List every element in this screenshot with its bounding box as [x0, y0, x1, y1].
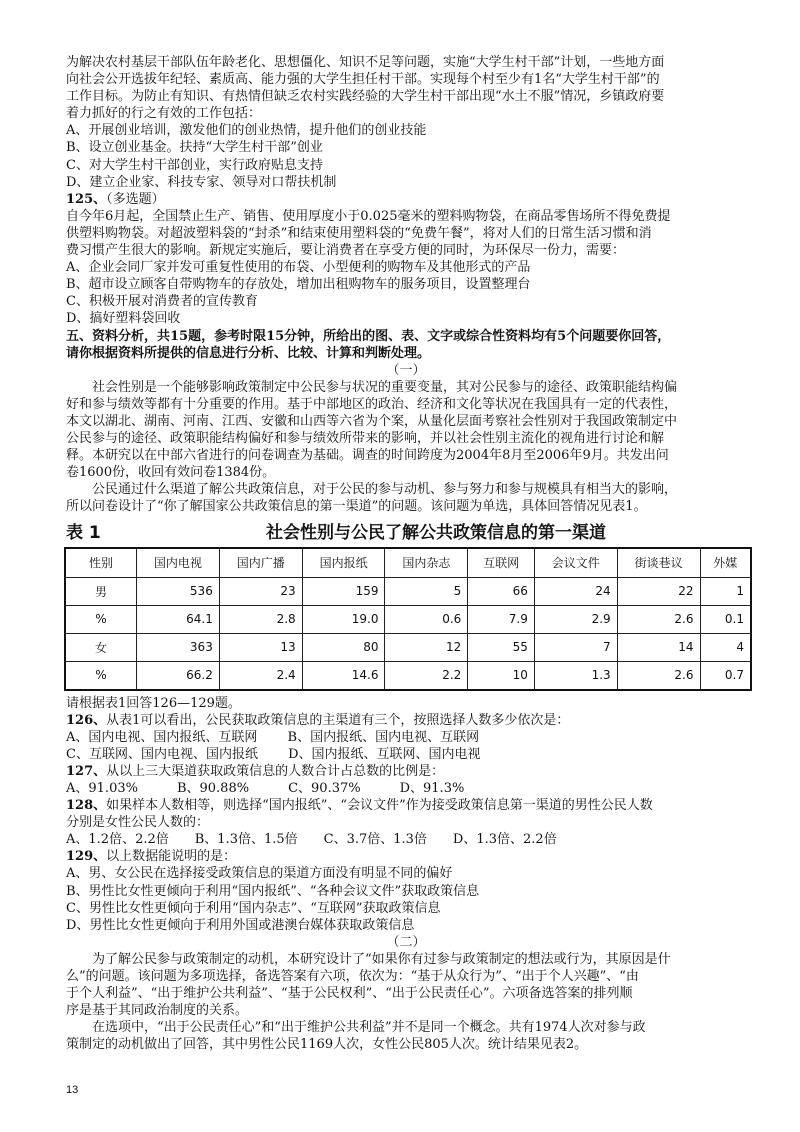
table-cell: 22 — [617, 577, 700, 605]
table-cell: 2.2 — [385, 661, 468, 690]
option-b: B、男性比女性更倾向于利用“国内报纸”、“各种会议文件”获取政策信息 — [66, 883, 480, 899]
row-label: % — [65, 661, 137, 690]
table-row — [65, 661, 751, 690]
page-body — [66, 54, 746, 1054]
option-b: B、设立创业基金。扶持“大学生村干部”创业 — [66, 140, 323, 156]
table-cell: 2.6 — [617, 661, 700, 690]
question-128 — [66, 797, 746, 848]
option-d: D、男性比女性更倾向于利用外国或港澳台媒体获取政策信息 — [66, 917, 415, 933]
header-cell: 国内广播 — [219, 548, 302, 578]
option-a: A、企业会同厂家并发可重复性使用的布袋、小型便利的购物车及其他形式的产品 — [66, 260, 531, 276]
table-title: 社会性别与公民了解公共政策信息的第一渠道 — [266, 522, 606, 543]
text-line: 在选项中，“出于公民责任心”和“出于维护公共利益”并不是同一个概念。共有1974人次对参与政 — [92, 1020, 646, 1036]
text-line: 么”的问题。该问题为多项选择，备选答案有六项，依次为：“基于从众行为”、“出于个人兴趣”、“由 — [66, 969, 639, 985]
header-cell: 国内电视 — [137, 548, 220, 578]
page-number: 13 — [66, 1084, 79, 1096]
row-label: 女 — [65, 633, 137, 661]
table-cell: 1.3 — [534, 661, 617, 690]
question-stem: 以上数据能说明的是： — [106, 849, 237, 865]
question-126 — [66, 712, 746, 763]
table-row — [65, 577, 751, 605]
table-cell: 2.8 — [219, 605, 302, 633]
option-c: C、男性比女性更倾向于利用“国内杂志”、“互联网”获取政策信息 — [66, 900, 441, 916]
table-cell: 64.1 — [137, 605, 220, 633]
part-marker: （一） — [386, 362, 426, 378]
text-line: 策制定的动机做出了回答，其中男性公民1169人次，女性公民805人次。统计结果见表2。 — [66, 1037, 588, 1053]
text-line: 社会性别是一个能够影响政策制定中公民参与状况的重要变量，其对公民参与的途径、政策职能结构偏 — [92, 379, 678, 395]
text-line: 公民参与的途径、政策职能结构偏好和参与绩效所带来的影响，并以社会性别主流化的视角进行讨论和解 — [66, 431, 665, 447]
table-cell: 159 — [302, 577, 385, 605]
table-cell: 12 — [385, 633, 468, 661]
question-stem: 从表1可以看出，公民获取政策信息的主渠道有三个，按照选择人数多少依次是： — [106, 712, 570, 728]
question-number: 125、 — [66, 191, 107, 207]
text-line: 释。本研究以在中部六省进行的问卷调查为基础。调查的时间跨度为2004年8月至2006年9月。共发出问 — [66, 448, 669, 464]
section-heading-line: 五、资料分析，共15题，参考时限15分钟，所给出的图、表、文字或综合性资料均有5个问题要你回答， — [66, 328, 671, 344]
table-cell: 23 — [219, 577, 302, 605]
table-cell: 2.9 — [534, 605, 617, 633]
table-cell: 80 — [302, 633, 385, 661]
table-cell: 10 — [468, 661, 535, 690]
option-a: A、男、女公民在选择接受政策信息的渠道方面没有明显不同的偏好 — [66, 866, 453, 882]
question-tag: （多选题） — [106, 191, 165, 207]
table-cell: 363 — [137, 633, 220, 661]
question-number: 128、 — [66, 798, 107, 814]
table-cell: 14 — [617, 633, 700, 661]
question-127 — [66, 763, 746, 797]
section-heading-line: 请你根据资料所提供的信息进行分析、比较、计算和判断处理。 — [66, 345, 431, 361]
text-line: 供塑料购物袋。对超波塑料袋的“封杀”和结束使用塑料袋的“免费午餐”，将对人们的日常生活习惯和消 — [66, 225, 652, 241]
text-line: 工作目标。为防止有知识、有热情但缺乏农村实践经验的大学生村干部出现“水土不服”情况，乡镇政府要 — [66, 89, 665, 105]
table-cell: 2.4 — [219, 661, 302, 690]
row-label: 男 — [65, 577, 137, 605]
row-label: % — [65, 605, 137, 633]
paragraph-1 — [66, 379, 746, 482]
header-cell: 互联网 — [468, 548, 535, 578]
option-c: C、对大学生村干部创业，实行政府贴息支持 — [66, 157, 323, 173]
question-number: 126、 — [66, 712, 107, 728]
table-cell: 4 — [700, 633, 751, 661]
header-cell: 会议文件 — [534, 548, 617, 578]
text-line: 本文以湖北、湖南、河南、江西、安徽和山西等六省为个案，从量化层面考察社会性别对于我国政策制定中 — [66, 413, 678, 429]
text-line: 公民通过什么渠道了解公共政策信息，对于公民的参与动机、参与努力和参与规模具有相当大的影响， — [92, 482, 678, 498]
table-row — [65, 633, 751, 661]
table-caption — [66, 518, 746, 544]
question-number: 129、 — [66, 849, 107, 865]
paragraph-3 — [66, 951, 746, 1019]
table-cell: 55 — [468, 633, 535, 661]
header-cell: 性别 — [65, 548, 137, 578]
option-d: D、建立企业家、科技专家、领导对口帮扶机制 — [66, 174, 337, 190]
q125-stem-and-options — [66, 208, 746, 328]
option-d: D、搞好塑料袋回收 — [66, 311, 181, 327]
table-cell: 0.6 — [385, 605, 468, 633]
table-cell: 13 — [219, 633, 302, 661]
q125-heading — [66, 191, 746, 208]
table-cell: 0.7 — [700, 661, 751, 690]
table-cell: 7 — [534, 633, 617, 661]
question-stem-cont: 分别是女性公民人数的： — [66, 815, 210, 831]
table-cell: 2.6 — [617, 605, 700, 633]
text-line: 费习惯产生很大的影响。新规定实施后，要让消费者在享受方便的同时，为环保尽一份力，需要： — [66, 243, 626, 259]
question-stem: 从以上三大渠道获取政策信息的人数合计占总数的比例是： — [106, 763, 445, 779]
question-129 — [66, 848, 746, 933]
text-line: 于个人利益”、“出于维护公共利益”、“基于公民权利”、“出于公民责任心”。六项备选答案的排列顺 — [66, 986, 633, 1002]
text-line: 向社会公开选拔年纪轻、素质高、能力强的大学生担任村干部。实现每个村至少有1名“大学生村干部”的 — [66, 72, 660, 88]
q124-stem-and-options — [66, 54, 746, 191]
part-marker: （二） — [386, 934, 426, 950]
table-cell: 66 — [468, 577, 535, 605]
table-label: 表 1 — [66, 522, 101, 543]
options-line: A、91.03% B、90.88% C、90.37% D、91.3% — [66, 781, 465, 796]
option-b: B、超市设立顾客自带购物车的存放处，增加出租购物车的服务项目，设置整理台 — [66, 277, 531, 293]
header-cell: 国内报纸 — [302, 548, 385, 578]
options-line: A、国内电视、国内报纸、互联网 B、国内报纸、国内电视、互联网 — [66, 729, 480, 745]
option-c: C、积极开展对消费者的宣传教育 — [66, 294, 258, 310]
text-line: 序是基于其同政治制度的关系。 — [66, 1003, 249, 1019]
table-header-row — [65, 548, 751, 578]
header-cell: 外媒 — [700, 548, 751, 578]
question-stem: 如果样本人数相等，则选择“国内报纸”、“会议文件”作为接受政策信息第一渠道的男性公民人数 — [106, 798, 653, 814]
paragraph-2 — [66, 481, 746, 515]
table-cell: 24 — [534, 577, 617, 605]
table-cell: 536 — [137, 577, 220, 605]
text-line: 着力抓好的行之有效的工作包括： — [66, 106, 262, 122]
table-cell: 1 — [700, 577, 751, 605]
header-cell: 国内杂志 — [385, 548, 468, 578]
table-cell: 7.9 — [468, 605, 535, 633]
option-a: A、开展创业培训，激发他们的创业热情，提升他们的创业技能 — [66, 123, 427, 139]
header-cell: 街谈巷议 — [617, 548, 700, 578]
text-line: 所以问卷设计了“你了解国家公共政策信息的第一渠道”的问题。该问题为单选，具体回答情况见表1。 — [66, 499, 647, 515]
table-cell: 19.0 — [302, 605, 385, 633]
table-cell: 5 — [385, 577, 468, 605]
table-instruction: 请根据表1回答126—129题。 — [66, 695, 241, 711]
section-heading — [66, 328, 746, 362]
text-line: 为解决农村基层干部队伍年龄老化、思想僵化、知识不足等问题，实施“大学生村干部”计划，一些地方面 — [66, 55, 665, 70]
text-line: 自今年6月起，全国禁止生产、销售、使用厚度小于0.025毫米的塑料购物袋，在商品零售场所不得免费提 — [66, 208, 671, 224]
table-cell: 0.1 — [700, 605, 751, 633]
paragraph-4 — [66, 1019, 746, 1053]
options-line: C、互联网、国内电视、国内报纸 D、国内报纸、互联网、国内电视 — [66, 746, 481, 762]
question-number: 127、 — [66, 763, 107, 779]
table-cell: 66.2 — [137, 661, 220, 690]
text-line: 卷1600份，收回有效问卷1384份。 — [66, 465, 276, 481]
table-cell: 14.6 — [302, 661, 385, 690]
data-table — [64, 547, 752, 691]
options-line: A、1.2倍、2.2倍 B、1.3倍、1.5倍 C、3.7倍、1.3倍 D、1.3倍、2.2倍 — [66, 832, 557, 848]
table-row — [65, 605, 751, 633]
text-line: 好和参与绩效等都有十分重要的作用。基于中部地区的政治、经济和文化等状况在我国具有一定的代表性， — [66, 396, 678, 412]
text-line: 为了解公民参与政策制定的动机，本研究设计了“如果你有过参与政策制定的想法或行为，其原因是什 — [92, 951, 671, 967]
